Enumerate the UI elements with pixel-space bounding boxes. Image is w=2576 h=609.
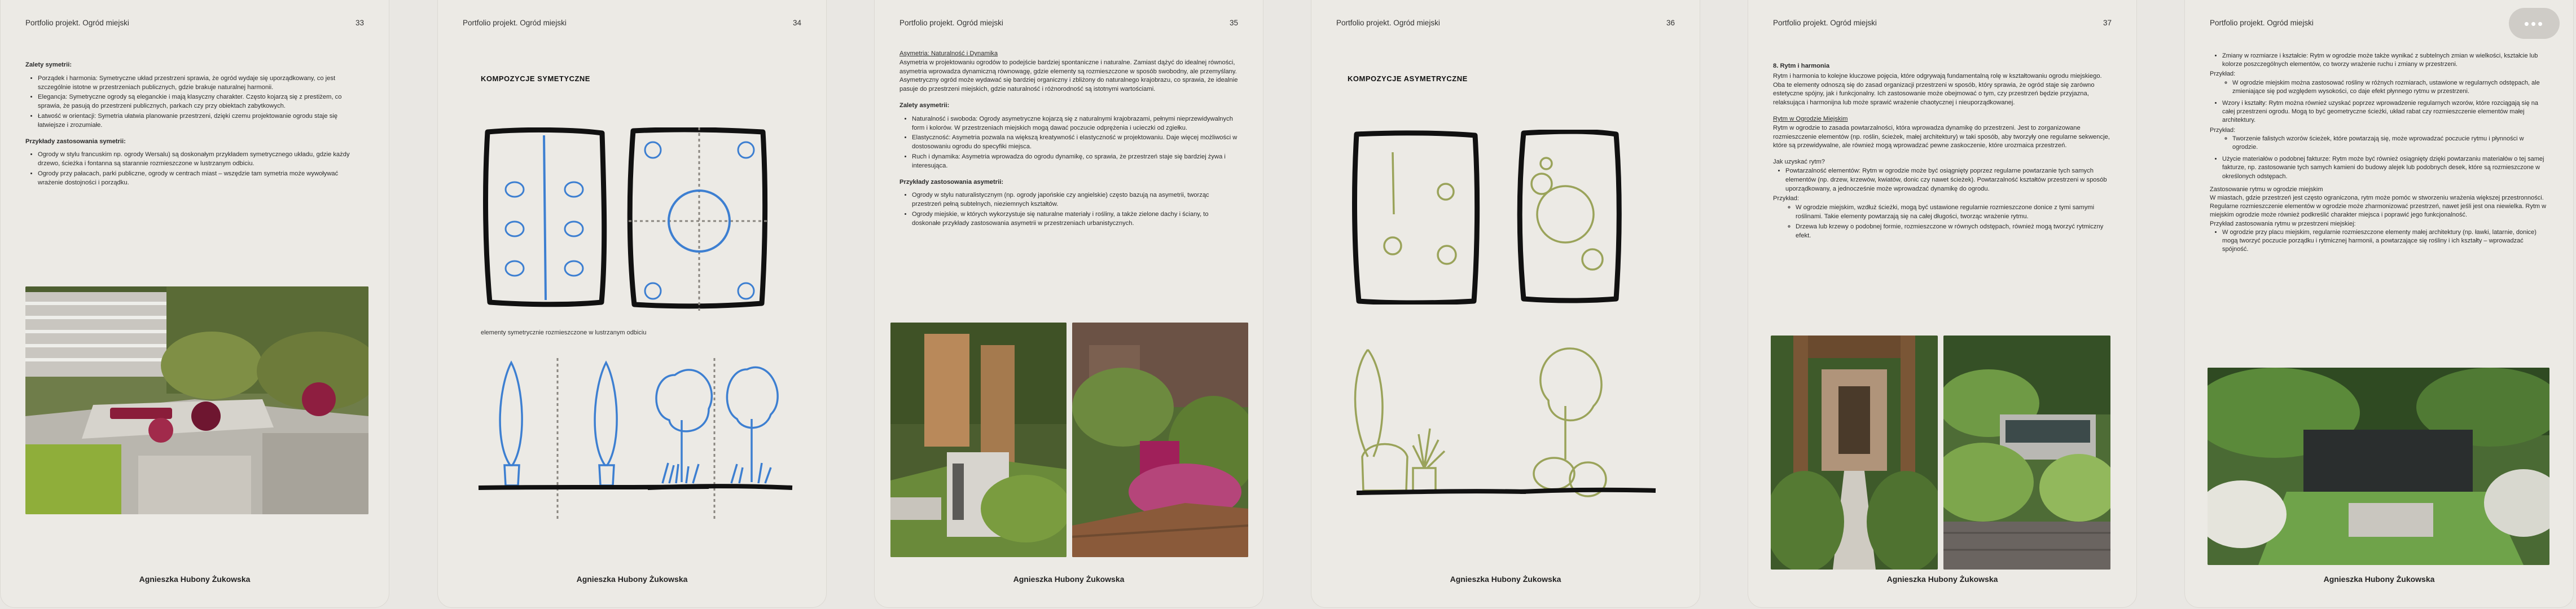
list-item: • Porządek i harmonia: Symetryczne układ przestrzeni sprawia, że ogród wydaje się uporządkowany, co jest szczególnie istotne w przestrzeniach publicznych, gdzie brakuje naturalnej harmonii. (38, 74, 364, 92)
sketch-caption: elementy symetrycznie rozmieszczone w lustrzanym odbiciu (481, 329, 647, 336)
bullet-list (899, 191, 1238, 228)
list-item: ◦ Drzewa lub krzewy o podobnej formie, rozmieszczone w równych odstępach, również mogą tworzyć rytmiczny efekt. (1796, 223, 2112, 241)
list-item: ◦ Tworzenie falistych wzorów ścieżek, które powtarzają się, może wprowadzać poczucie rytmu i płynności w ogrodzie. (2232, 135, 2548, 152)
list-item: • Naturalność i swoboda: Ogrody asymetryczne kojarzą się z naturalnymi krajobrazami, pełnymi nieprzewidywalnych form i kolorów. W przestrzeniach miejskich mogą dawać poczucie odprężenia i ucieczki od zgiełku. (912, 115, 1238, 133)
asymmetric-sketch-bottom (1334, 338, 1661, 508)
list-item: • Ruch i dynamika: Asymetria wprowadza do ogrodu dynamikę, co sprawia, że przestrzeń staje się bardziej żywa i interesująca. (912, 153, 1238, 171)
list-item: ◦ W ogrodzie miejskim, wzdłuż ścieżki, mogą być ustawione regularnie rozmieszczone donice z tymi samymi roślinami. Takie elementy powtarzają się na całej długości, tworząc wrażenie rytmu. (1796, 204, 2112, 222)
bullet-list (25, 74, 364, 130)
bullet-list (25, 151, 364, 187)
section-heading: Przykłady zastosowania asymetrii: (899, 178, 1004, 186)
subheading: Przykład: (2210, 70, 2236, 78)
subheading: Przykład: (2210, 126, 2236, 134)
header-title: Portfolio projekt. Ogród miejski (899, 19, 1003, 27)
symmetric-sketch-bottom (472, 352, 799, 527)
list-item: • W ogrodzie przy placu miejskim, regularnie rozmieszczone elementy małej architektury (np. ławki, latarnie, donice) mogą tworzyć poczucie porządku i rytmicznej harmonii, a powtarzające się rośliny i ich kształty – wprowadzać spójność. (2222, 228, 2548, 254)
page-author: Agnieszka Hubony Żukowska (1013, 575, 1125, 584)
section-heading: Rytm w Ogrodzie Miejskim (1773, 115, 1848, 122)
list-item: • Ogrody w stylu francuskim np. ogrody Wersalu) są doskonałym przykładem symetrycznego układu, gdzie każdy drzewo, ścieżka i fontanna są starannie rozmieszczone w lustrzanym odbiciu. (38, 151, 364, 169)
section-heading: Zalety asymetrii: (899, 102, 950, 109)
page-36 (1311, 0, 1700, 608)
paragraph: Rytm w ogrodzie to zasada powtarzalności, która wprowadza dynamikę do przestrzeni. Jest to zorganizowane rozmieszczenie elementów (np. roślin, ścieżek, małej architektury) w taki sposób, aby tworzyły one regularne sekwencje, które są przewidywalne, ale również mogą wprowadzać pewne zaskoczenie, które urozmaica przestrzeń. (1773, 124, 2110, 149)
page-author: Agnieszka Hubony Żukowska (2323, 575, 2435, 584)
bullet-list (2210, 228, 2548, 254)
list-item: • Elegancja: Symetryczne ogrody są eleganckie i mają klasyczny charakter. Często kojarzą się z prestiżem, co sprawia, że pasują do przestrzeni publicznych, parkach czy przy obiektach zabytkowych. (38, 93, 364, 111)
section-heading: Zalety symetrii: (25, 61, 72, 68)
list-item: • Powtarzalność elementów: Rytm w ogrodzie może być osiągnięty poprzez regularne powtarzanie tych samych elementów (np. drzew, krzewów, kwiatów, donic czy nawet ścieżek). Powtarzalność kształtów przestrzeni w sposób uporządkowany, a jednocześnie może wprowadzać dynamikę do ogrodu. (1785, 167, 2112, 193)
garden-photo (1072, 323, 1248, 557)
header-title: Portfolio projekt. Ogród miejski (1336, 19, 1440, 27)
page-number: 33 (355, 19, 364, 27)
page-author: Agnieszka Hubony Żukowska (576, 575, 688, 584)
sketch-title: KOMPOZYCJE ASYMETRYCZNE (1348, 74, 1468, 83)
bullet-list (1773, 204, 2112, 240)
paragraph: Asymetria w projektowaniu ogrodów to podejście bardziej spontaniczne i naturalne. Zamiast dążyć do idealnej równości, asymetria wprowadza dynamiczną równowagę, gdzie elementy są rozmieszczone w sposób swobodny, ale przemyślany. Asymetryczny ogród może wydawać się bardziej organiczny i zbliżony do naturalnego krajobrazu, co sprawia, że idealnie pasuje do przestrzeni miejskich, gdzie naturalność i różnorodność są istotnymi wartościami. (899, 59, 1238, 93)
section-heading: Asymetria: Naturalność i Dynamika (899, 50, 998, 57)
asymmetric-sketch-top (1351, 130, 1667, 304)
list-item: • Ogrody w stylu naturalistycznym (np. ogrody japońskie czy angielskie) często bazują na asymetrii, tworząc przestrzeń pełną subtelnych, nieziemnych kształtów. (912, 191, 1238, 209)
page-text (2210, 52, 2548, 255)
subheading: Przykład: (1773, 195, 1800, 202)
page-number: 35 (1229, 19, 1238, 27)
garden-photo (25, 286, 368, 514)
page-number: 37 (2103, 19, 2112, 27)
list-item: • Ogrody przy pałacach, parki publiczne, ogrody w centrach miast – wszędzie tam symetria może wywoływać wrażenie dostojności i porządku. (38, 170, 364, 188)
symmetric-sketch-top (481, 127, 785, 314)
header-title: Portfolio projekt. Ogród miejski (2210, 19, 2314, 27)
garden-photo (2208, 368, 2549, 565)
header-title: Portfolio projekt. Ogród miejski (463, 19, 567, 27)
page-header (1773, 19, 2112, 28)
bullet-list (899, 115, 1238, 171)
sketch-title: KOMPOZYCJE SYMETYCZNE (481, 74, 590, 83)
page-35 (874, 0, 1263, 608)
page-37 (1748, 0, 2137, 608)
garden-photo (890, 323, 1067, 557)
bullet-list (1773, 167, 2112, 193)
page-34 (437, 0, 827, 608)
header-title: Portfolio projekt. Ogród miejski (1773, 19, 1877, 27)
more-options-button[interactable] (2509, 8, 2560, 39)
bullet-list (2210, 155, 2548, 181)
page-number: 36 (1666, 19, 1675, 27)
bullet-list (2210, 135, 2548, 152)
page-number: 34 (792, 19, 801, 27)
bullet-list (2210, 52, 2548, 69)
page-author: Agnieszka Hubony Żukowska (1450, 575, 1561, 584)
page-header (2210, 15, 2548, 32)
list-item: • Wzory i kształty: Rytm można również uzyskać poprzez wprowadzenie regularnych wzorów, które rozciągają się na całej przestrzeni ogrodu. Mogą to być geometryczne ścieżki, układ rabat czy rozmieszczenie elementów małej architektury. (2222, 99, 2548, 125)
header-title: Portfolio projekt. Ogród miejski (25, 19, 129, 27)
page-33 (0, 0, 389, 608)
list-item: • Użycie materiałów o podobnej fakturze: Rytm może być również osiągnięty dzięki powtarzaniu materiałów o tej samej fakturze, np. zastosowanie tych samych kamieni do budowy alejek lub podobnych desek, które są rozmieszczone w określonych odstępach. (2222, 155, 2548, 181)
paragraph: Zastosowanie rytmu w ogrodzie miejskim W miastach, gdzie przestrzeń jest często ograniczona, rytm może pomóc w stworzeniu wrażenia większej przestronności. Regularne rozmieszczenie elementów w ogrodzie może zharmonizować przestrzeń, nawet jeśli jest ona niewielka. Rytm w miejskim ogrodzie może również podkreślić charakter miejsca i poprawić jego funkcjonalność. Przykład zastosowania rytmu w przestrzeni miejskiej: (2210, 186, 2547, 227)
page-text (899, 50, 1238, 236)
garden-photo (1943, 336, 2110, 570)
list-item: ◦ W ogrodzie miejskim można zastosować rośliny w różnych rozmiarach, ustawione w regularnych odstępach, ale zmieniające się pod względem wysokości, co daje efekt płynnego rytmu w przestrzeni. (2232, 79, 2548, 96)
more-icon: ••• (2524, 15, 2545, 32)
list-item: • Łatwość w orientacji: Symetria ułatwia planowanie przestrzeni, dzięki czemu projektowanie ogrodu staje się łatwiejsze i zrozumiałe. (38, 112, 364, 130)
list-item: • Elastyczność: Asymetria pozwala na większą kreatywność i elastyczność w projektowaniu. Daje więcej możliwości w dostosowaniu ogrodu do specyfiki miejsca. (912, 134, 1238, 152)
section-heading: 8. Rytm i harmonia (1773, 63, 1830, 69)
subheading: Jak uzyskać rytm? (1773, 158, 1825, 166)
page-header (463, 19, 801, 28)
page-author: Agnieszka Hubony Żukowska (139, 575, 251, 584)
page-header (1336, 19, 1675, 28)
page-header (899, 19, 1238, 28)
page-38 (2184, 0, 2574, 608)
page-text (25, 61, 364, 195)
section-heading: Przykłady zastosowania symetrii: (25, 138, 126, 145)
page-author: Agnieszka Hubony Żukowska (1886, 575, 1998, 584)
bullet-list (2210, 99, 2548, 125)
page-header (25, 19, 364, 28)
paragraph: Rytm i harmonia to kolejne kluczowe pojęcia, które odgrywają fundamentalną rolę w kształtowaniu ogrodu miejskiego. Oba te elementy odnoszą się do zasad organizacji przestrzeni w sposób, który sprawia, że ogród staje się zarówno estetyczne spójny, jak i funkcjonalny. Ich zastosowanie może obejmować o tym, czy przestrzeń będzie przyjazna, relaksująca i harmonijna lub może sprawić wrażenie chaotycznej i nieuporządkowanej. (1773, 72, 2102, 107)
page-text (1773, 62, 2112, 241)
garden-photo (1771, 336, 1938, 570)
bullet-list (2210, 79, 2548, 96)
list-item: • Zmiany w rozmiarze i kształcie: Rytm w ogrodzie może także wynikać z subtelnych zmian w wielkości, kształcie lub kolorze poszczególnych elementów, co tworzy wrażenie ruchu i zmiany w przestrzeni. (2222, 52, 2548, 69)
list-item: • Ogrody miejskie, w których wykorzystuje się naturalne materiały i rośliny, a także zielone dachy i ściany, to doskonałe przykłady zastosowania asymetrii w przestrzeniach urbanistycznych. (912, 210, 1238, 228)
